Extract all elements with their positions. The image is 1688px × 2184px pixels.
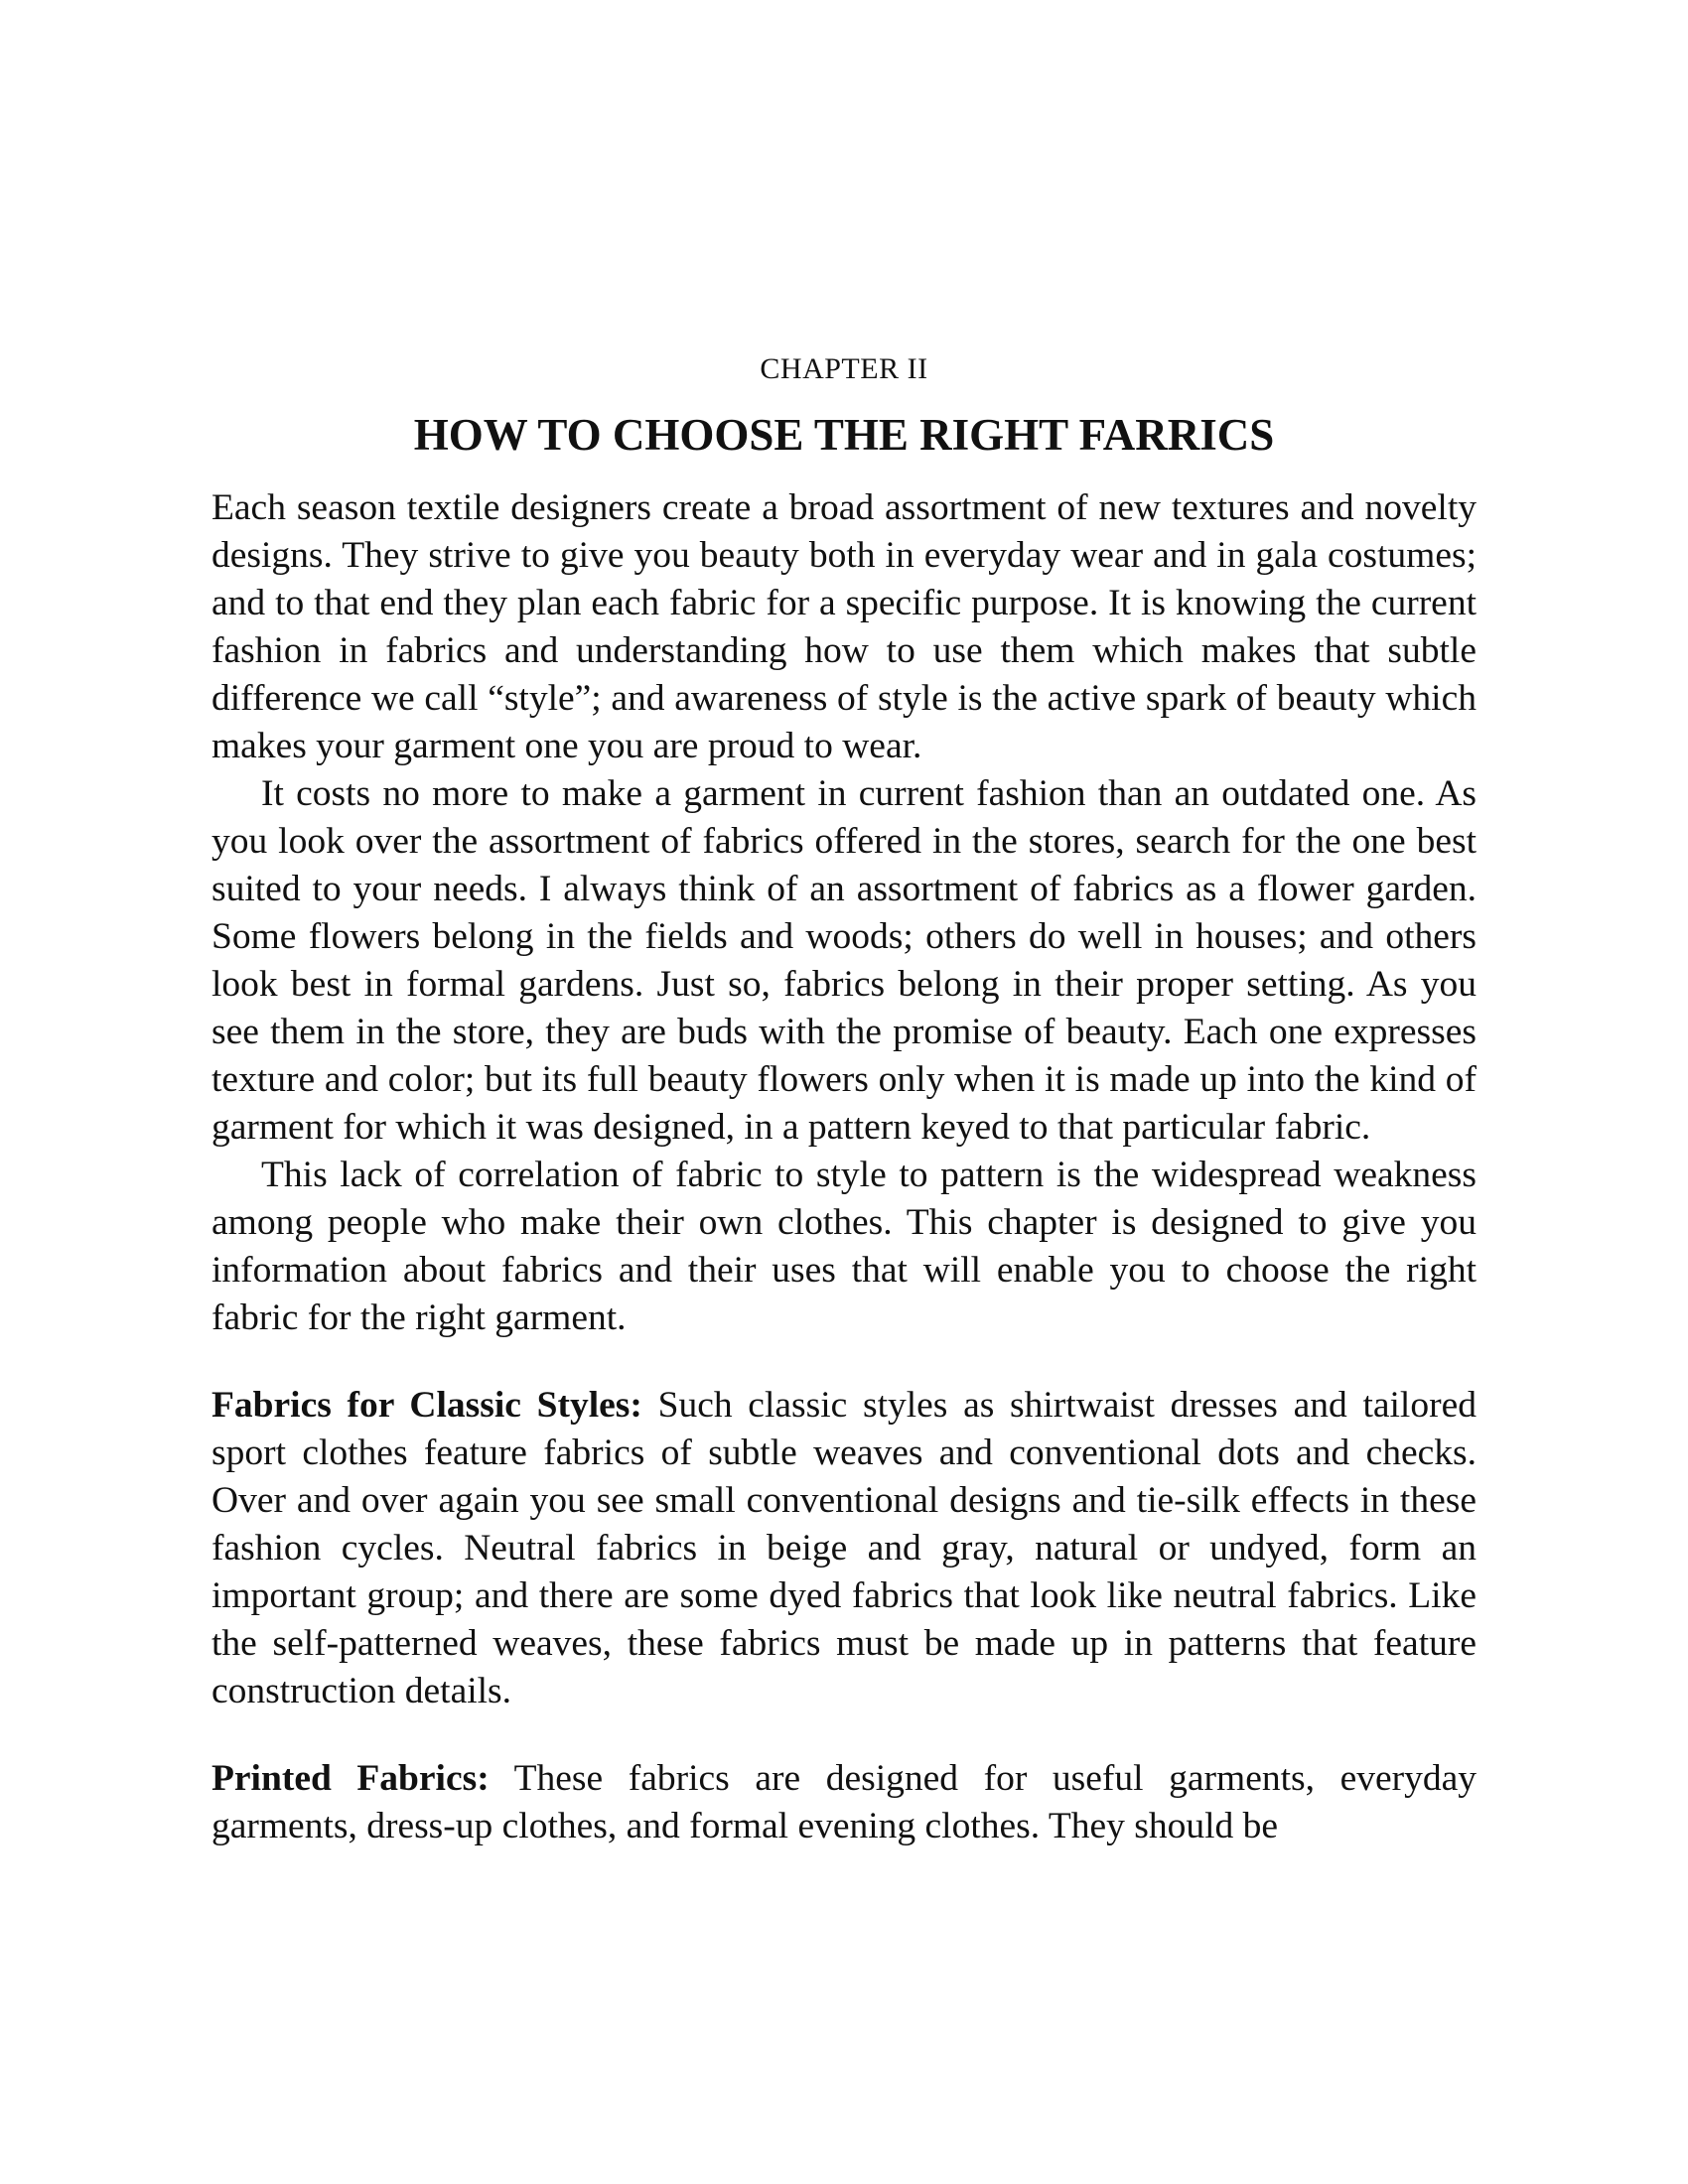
body-paragraph-2: It costs no more to make a garment in current fashion than an outdated one. As you look over the assortment of fabrics offered in the stores, search for the one best suited to your needs. I always think of an assortment of fabrics as a flower garden. Some flowers belong in the fields and woods; others do well in houses; and others look best in formal gardens. Just so, fabrics belong in their proper setting. As you see them in the store, they are buds with the promise of beauty. Each one expresses texture and color; but its full beauty flowers only when it is made up into the kind of garment for which it was designed, in a pattern keyed to that particular fabric. bbox=[211, 773, 1477, 1148]
section-heading-printed-fabrics: Printed Fabrics: bbox=[211, 1758, 490, 1799]
section-heading-classic-styles: Fabrics for Classic Styles: bbox=[211, 1385, 642, 1426]
chapter-label: CHAPTER II bbox=[760, 352, 928, 385]
chapter-title: HOW TO CHOOSE THE RIGHT FARRICS bbox=[413, 410, 1275, 460]
section-text-printed-fabrics: These fabrics are designed for useful garments, everyday garments, dress-up clothes, and formal evening clothes. They should be bbox=[211, 1758, 1477, 1846]
body-paragraph-1: Each season textile designers create a broad assortment of new textures and novelty designs. They strive to give you beauty both in everyday wear and in gala costumes; and to that end they plan each fabric for a specific purpose. It is knowing the current fashion in fabrics and understanding how to use them which makes that subtle difference we call “style”; and awareness of style is the active spark of beauty which makes your garment one you are proud to wear. bbox=[211, 487, 1477, 766]
section-classic-styles bbox=[211, 1382, 1477, 1715]
body-paragraph-3: This lack of correlation of fabric to style to pattern is the widespread weakness among people who make their own clothes. This chapter is designed to give you information about fabrics and their uses that will enable you to choose the right fabric for the right garment. bbox=[211, 1155, 1477, 1338]
book-page bbox=[211, 338, 1477, 1850]
section-printed-fabrics bbox=[211, 1755, 1477, 1850]
section-text-classic-styles: Such classic styles as shirtwaist dresses and tailored sport clothes feature fabrics of subtle weaves and conventional dots and checks. Over and over again you see small conventional designs and tie-silk effects in these fashion cycles. Neutral fabrics in beige and gray, natural or undyed, form an important group; and there are some dyed fabrics that look like neutral fabrics. Like the self-patterned weaves, these fabrics must be made up in patterns that feature construction details. bbox=[211, 1385, 1477, 1711]
